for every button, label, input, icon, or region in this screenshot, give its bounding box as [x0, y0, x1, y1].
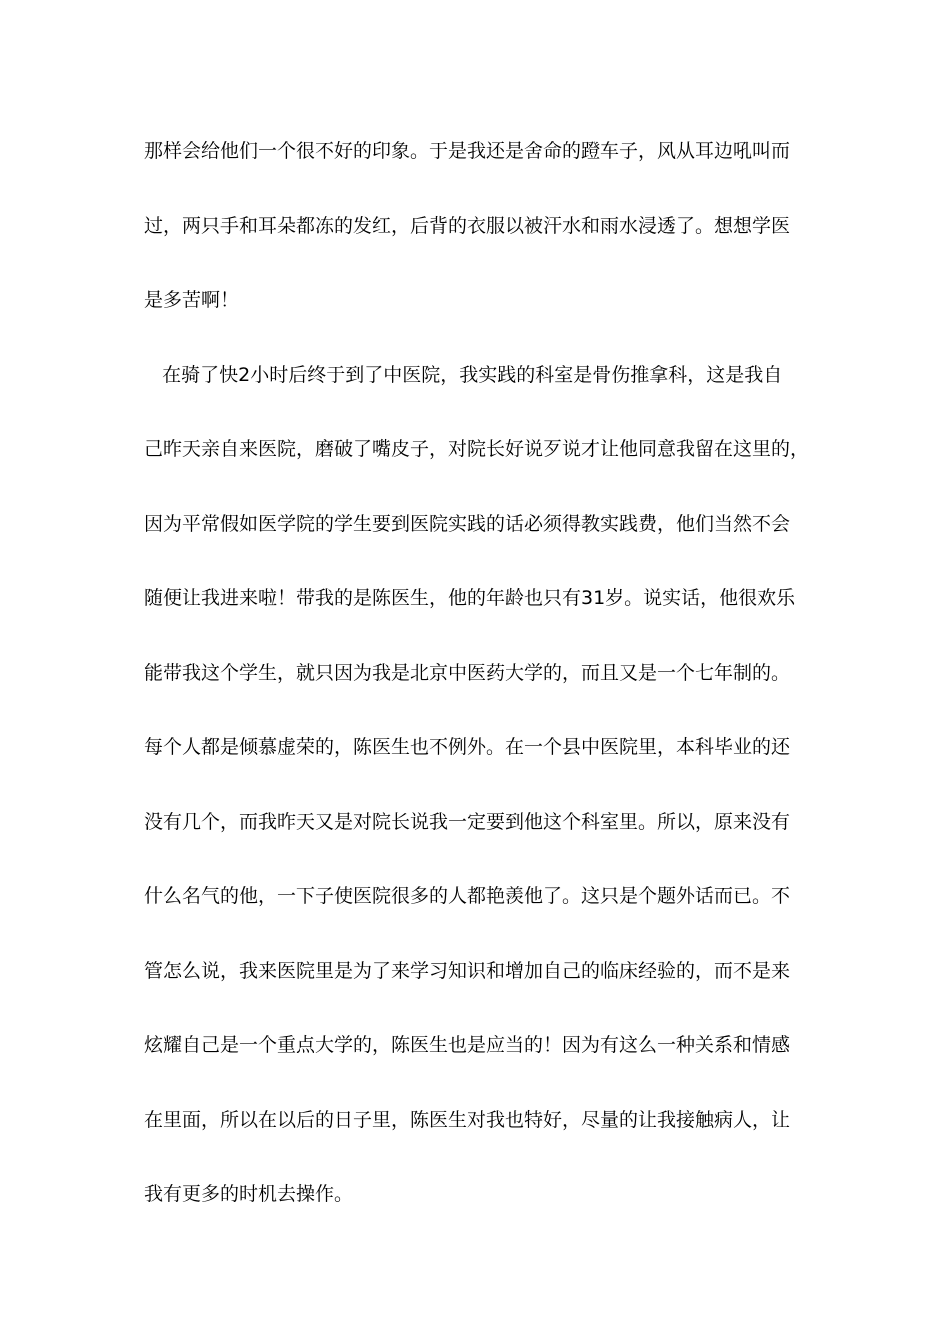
- text-line: 什么名气的他，一下子使医院很多的人都艳羡他了。这只是个题外话而已。不: [144, 885, 791, 907]
- text-line-paragraph-start: 在骑了快2小时后终于到了中医院，我实践的科室是骨伤推拿科，这是我自: [144, 363, 783, 386]
- text-line: 能带我这个学生，就只因为我是北京中医药大学的，而且又是一个七年制的。: [144, 661, 791, 684]
- text-line: 没有几个，而我昨天又是对院长说我一定要到他这个科室里。所以，原来没有: [144, 810, 791, 833]
- text-line: 随便让我进来啦！带我的是陈医生，他的年龄也只有31岁。说实话，他很欢乐: [144, 587, 796, 609]
- text-line: 因为平常假如医学院的学生要到医院实践的话必须得教实践费，他们当然不会: [144, 512, 791, 535]
- text-line: 那样会给他们一个很不好的印象。于是我还是舍命的蹬车子，风从耳边吼叫而: [144, 140, 791, 162]
- text-line: 是多苦啊！: [144, 289, 240, 311]
- text-line: 过，两只手和耳朵都冻的发红，后背的衣服以被汗水和雨水浸透了。想想学医: [144, 214, 791, 237]
- text-line: 我有更多的时机去操作。: [144, 1183, 354, 1205]
- text-line: 管怎么说，我来医院里是为了来学习知识和增加自己的临床经验的，而不是来: [144, 959, 791, 982]
- text-line: 炫耀自己是一个重点大学的，陈医生也是应当的！因为有这么一种关系和情感: [144, 1034, 791, 1056]
- text-line: 在里面，所以在以后的日子里，陈医生对我也特好，尽量的让我接触病人，让: [144, 1108, 791, 1131]
- body-text: [144, 132, 814, 1250]
- text-line: 己昨天亲自来医院，磨破了嘴皮子，对院长好说歹说才让他同意我留在这里的，: [144, 438, 810, 460]
- text-line: 每个人都是倾慕虚荣的，陈医生也不例外。在一个县中医院里，本科毕业的还: [144, 736, 791, 758]
